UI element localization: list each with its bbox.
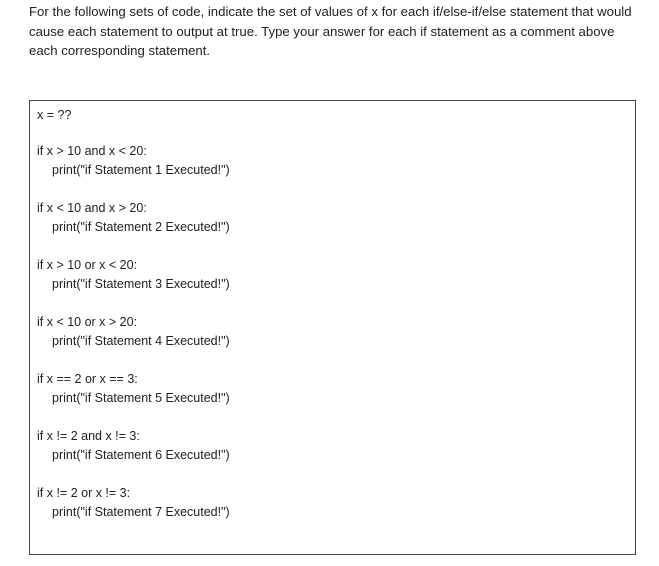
statement-body: print("if Statement 2 Executed!") [52, 220, 230, 234]
code-box [29, 100, 636, 555]
statement-body: print("if Statement 6 Executed!") [52, 448, 230, 462]
statement-condition: if x < 10 and x > 20: [37, 201, 147, 215]
statement-body: print("if Statement 4 Executed!") [52, 334, 230, 348]
statement-body: print("if Statement 5 Executed!") [52, 391, 230, 405]
statement-body: print("if Statement 7 Executed!") [52, 505, 230, 519]
if-statement-7 [37, 484, 627, 522]
if-statement-5 [37, 370, 627, 408]
instructions-text: For the following sets of code, indicate the set of values of x for each if/else-if/else statement that would cause each statement to output at true. Type your answer for each if statement as a comment above each corresponding statement. [29, 4, 632, 58]
if-statement-1 [37, 142, 627, 180]
statement-body: print("if Statement 3 Executed!") [52, 277, 230, 291]
if-statement-3 [37, 256, 627, 294]
if-statement-4 [37, 313, 627, 351]
statement-condition: if x != 2 and x != 3: [37, 429, 140, 443]
statement-condition: if x != 2 or x != 3: [37, 486, 131, 500]
if-statement-2 [37, 199, 627, 237]
statement-body: print("if Statement 1 Executed!") [52, 163, 230, 177]
statement-condition: if x == 2 or x == 3: [37, 372, 138, 386]
variable-declaration: x = ?? [37, 108, 72, 122]
statement-condition: if x > 10 and x < 20: [37, 144, 147, 158]
statement-condition: if x > 10 or x < 20: [37, 258, 138, 272]
statement-condition: if x < 10 or x > 20: [37, 315, 138, 329]
if-statement-6 [37, 427, 627, 465]
